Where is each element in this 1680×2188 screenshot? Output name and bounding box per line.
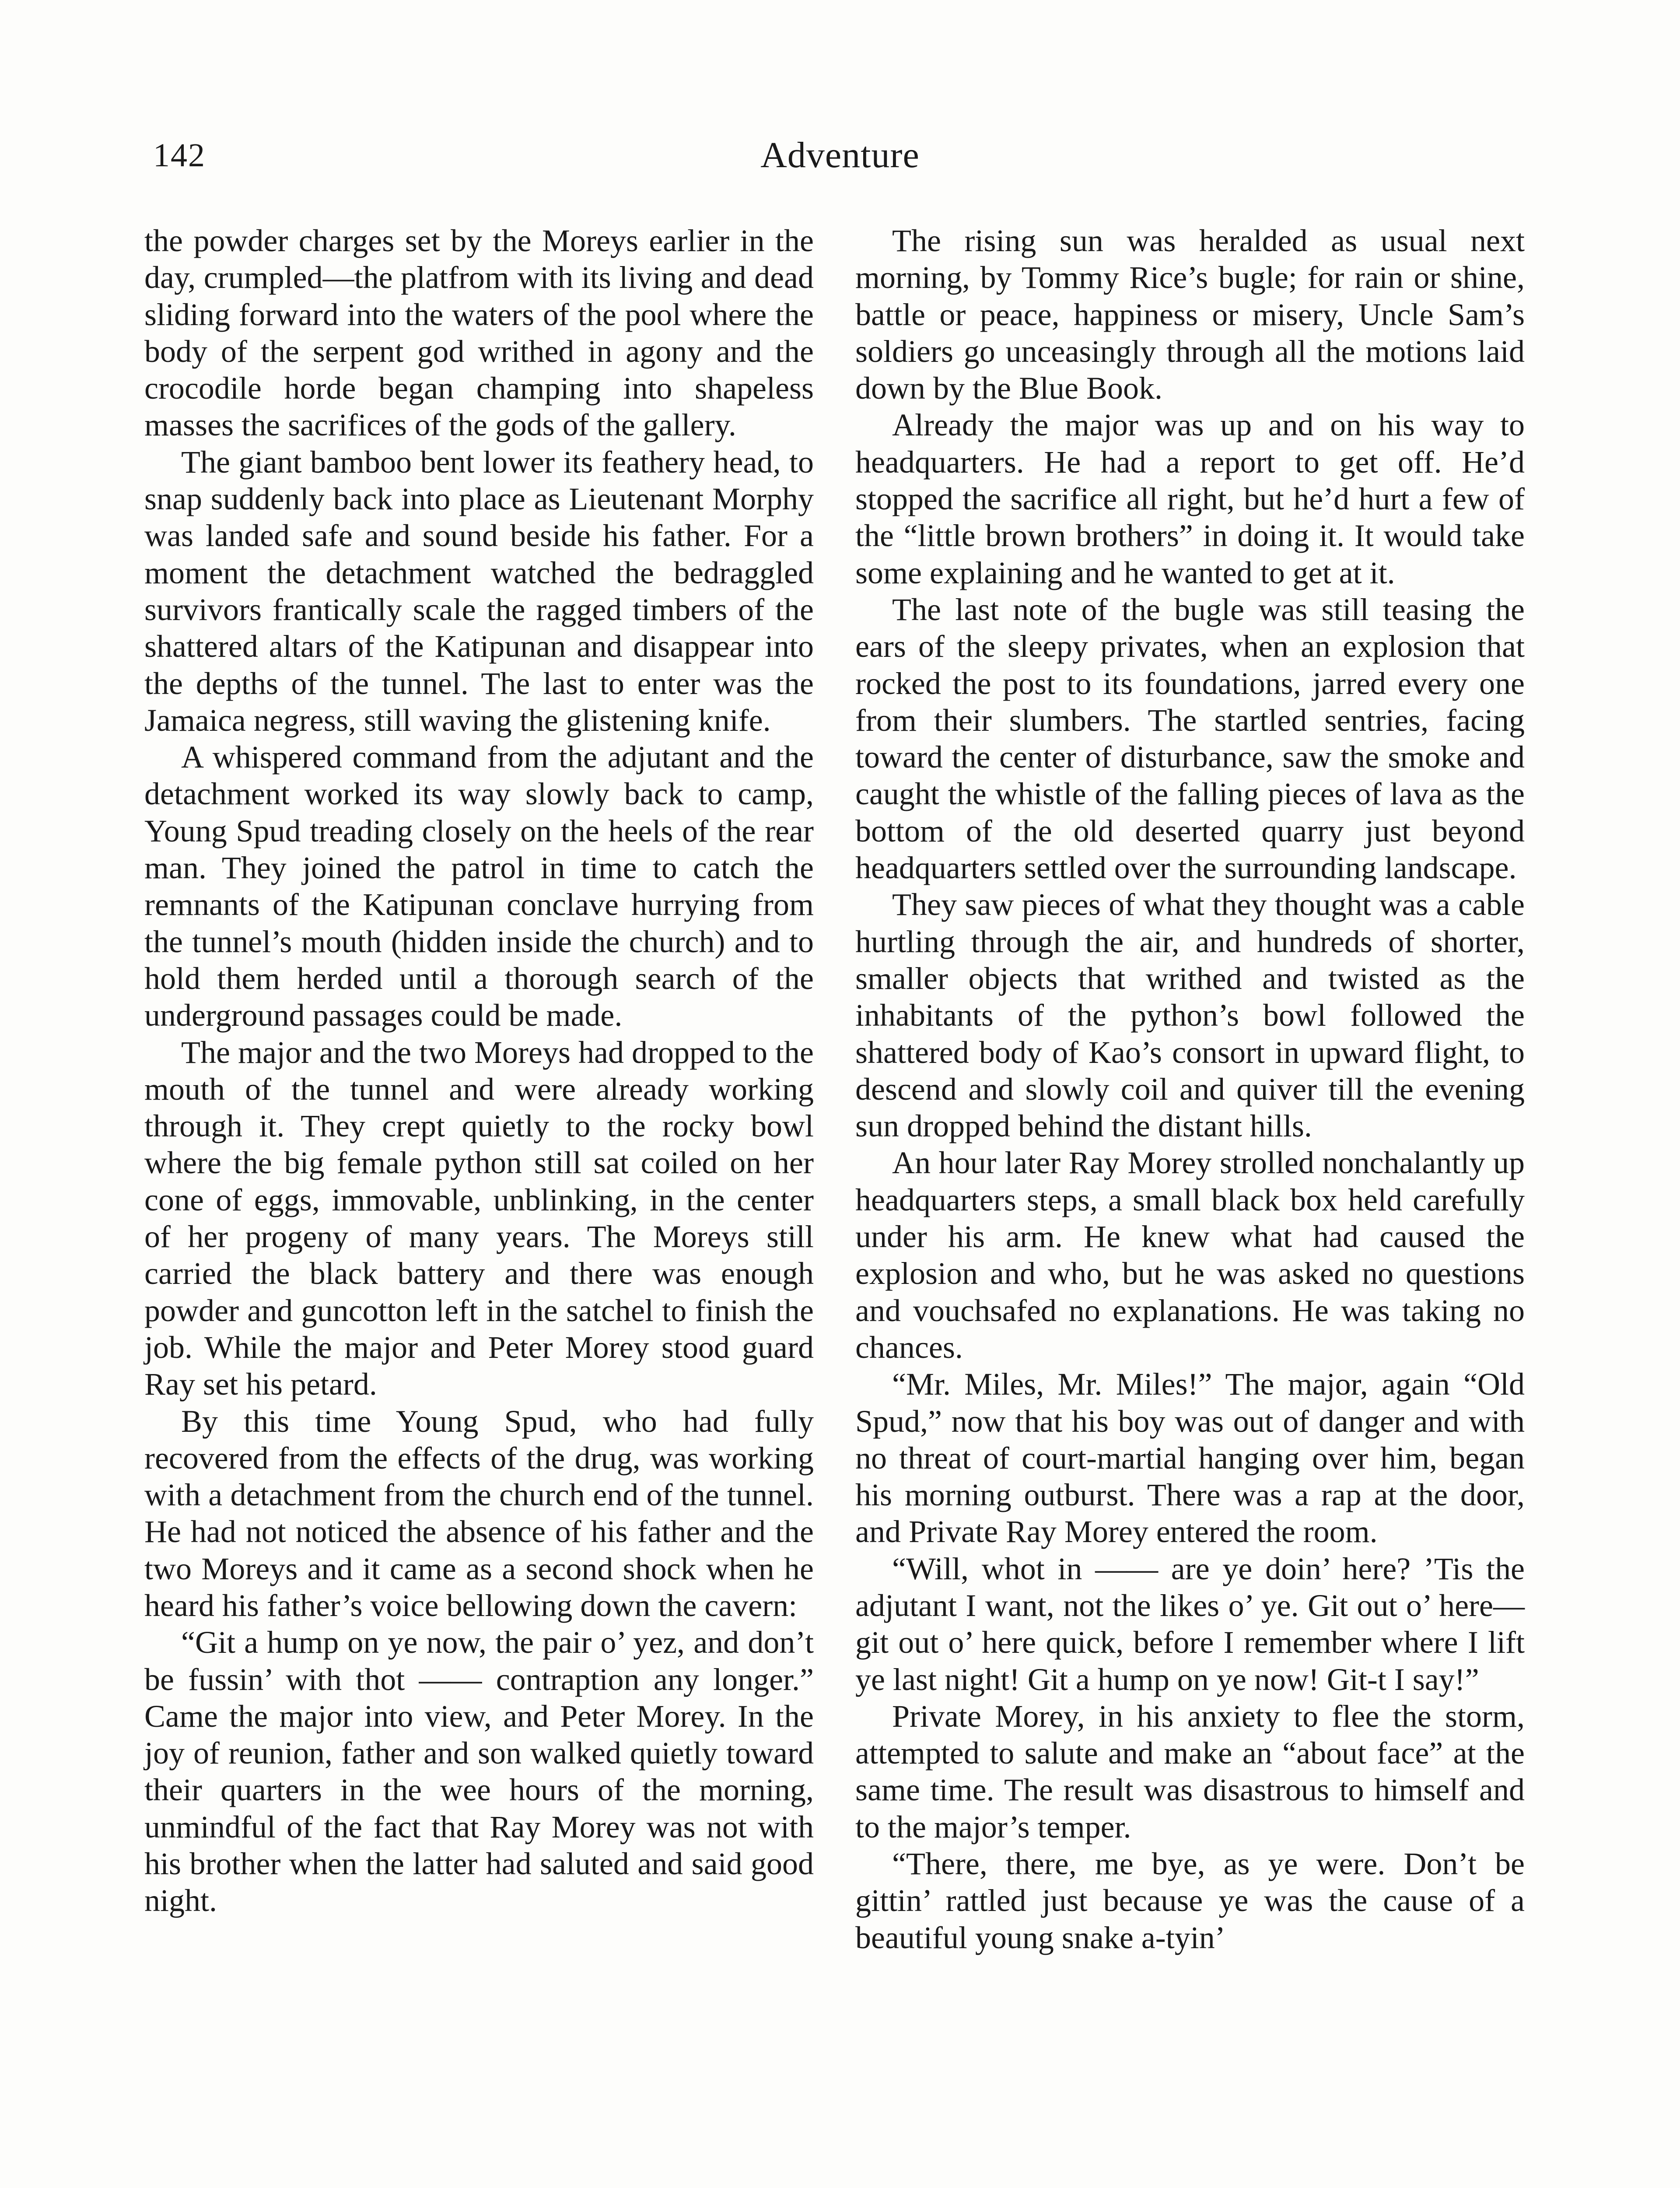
paragraph: An hour later Ray Morey strolled nonchalantly up headquarters steps, a small black box held carefully under his arm. He knew what had caused the explosion and who, but he was asked no questions and vouchsafed no explanations. He was taking no chances. (855, 1145, 1525, 1365)
right-column (855, 222, 1525, 1956)
paragraph: By this time Young Spud, who had fully recovered from the effects of the drug, was working with a detachment from the church end of the tunnel. He had not noticed the absence of his father and the two Moreys and it came as a second shock when he heard his father’s voice bellowing down the cavern: (144, 1403, 814, 1623)
paragraph: “Will, whot in —— are ye doin’ here? ’Tis the adjutant I want, not the likes o’ ye. Git out o’ here—git out o’ here quick, before I remember where I lift ye last night! Git a hump on ye now! Git-t I say!” (855, 1551, 1525, 1697)
paragraph: “Git a hump on ye now, the pair o’ yez, and don’t be fussin’ with thot —— contraption any longer.” Came the major into view, and Peter Morey. In the joy of reunion, father and son walked quietly toward their quarters in the wee hours of the morning, unmindful of the fact that Ray Morey was not with his brother when the latter had saluted and said good night. (144, 1625, 814, 1918)
paragraph: The major and the two Moreys had dropped to the mouth of the tunnel and were already working through it. They crept quietly to the rocky bowl where the big female python still sat coiled on her cone of eggs, immovable, unblinking, in the center of her progeny of many years. The Moreys still carried the black battery and there was enough powder and guncotton left in the satchel to finish the job. While the major and Peter Morey stood guard Ray set his petard. (144, 1034, 814, 1402)
paragraph: They saw pieces of what they thought was a cable hurtling through the air, and hundreds of shorter, smaller objects that writhed and twisted as the inhabitants of the python’s bowl followed the shattered body of Kao’s consort in upward flight, to descend and slowly coil and quiver till the evening sun dropped behind the distant hills. (855, 887, 1525, 1144)
paragraph: the powder charges set by the Moreys earlier in the day, crumpled—the platfrom with its living and dead sliding forward into the waters of the pool where the body of the serpent god writhed in agony and the crocodile horde began champing into shapeless masses the sacrifices of the gods of the gallery. (144, 223, 814, 443)
paragraph: A whispered command from the adjutant and the detachment worked its way slowly back to camp, Young Spud treading closely on the heels of the rear man. They joined the patrol in time to catch the remnants of the Katipunan conclave hurrying from the tunnel’s mouth (hidden inside the church) and to hold them herded until a thorough search of the underground passages could be made. (144, 740, 814, 1033)
paragraph: Private Morey, in his anxiety to flee the storm, attempted to salute and make an “about face” at the same time. The result was disastrous to himself and to the major’s temper. (855, 1698, 1525, 1844)
left-column (144, 222, 814, 1919)
running-title: Adventure (760, 135, 920, 175)
paragraph: Already the major was up and on his way to headquarters. He had a report to get off. He’d stopped the sacrifice all right, but he’d hurt a few of the “little brown brothers” in doing it. It would take some explaining and he wanted to get at it. (855, 407, 1525, 590)
paragraph: “There, there, me bye, as ye were. Don’t be gittin’ rattled just because ye was the cause of a beautiful young snake a-tyin’ (855, 1846, 1525, 1955)
page-number: 142 (153, 137, 206, 174)
paragraph: The rising sun was heralded as usual next morning, by Tommy Rice’s bugle; for rain or shine, battle or peace, happiness or misery, Uncle Sam’s soldiers go unceasingly through all the motions laid down by the Blue Book. (855, 223, 1525, 406)
paragraph: “Mr. Miles, Mr. Miles!” The major, again “Old Spud,” now that his boy was out of danger and with no threat of court-martial hanging over him, began his morning outburst. There was a rap at the door, and Private Ray Morey entered the room. (855, 1367, 1525, 1550)
paragraph: The last note of the bugle was still teasing the ears of the sleepy privates, when an explosion that rocked the post to its foundations, jarred every one from their slumbers. The startled sentries, facing toward the center of disturbance, saw the smoke and caught the whistle of the falling pieces of lava as the bottom of the old deserted quarry just beyond headquarters settled over the surrounding landscape. (855, 592, 1525, 886)
page-header (144, 125, 1536, 186)
paragraph: The giant bamboo bent lower its feathery head, to snap suddenly back into place as Lieutenant Morphy was landed safe and sound beside his father. For a moment the detachment watched the bedraggled survivors frantically scale the ragged timbers of the shattered altars of the Katipunan and disappear into the depths of the tunnel. The last to enter was the Jamaica negress, still waving the glistening knife. (144, 444, 814, 738)
